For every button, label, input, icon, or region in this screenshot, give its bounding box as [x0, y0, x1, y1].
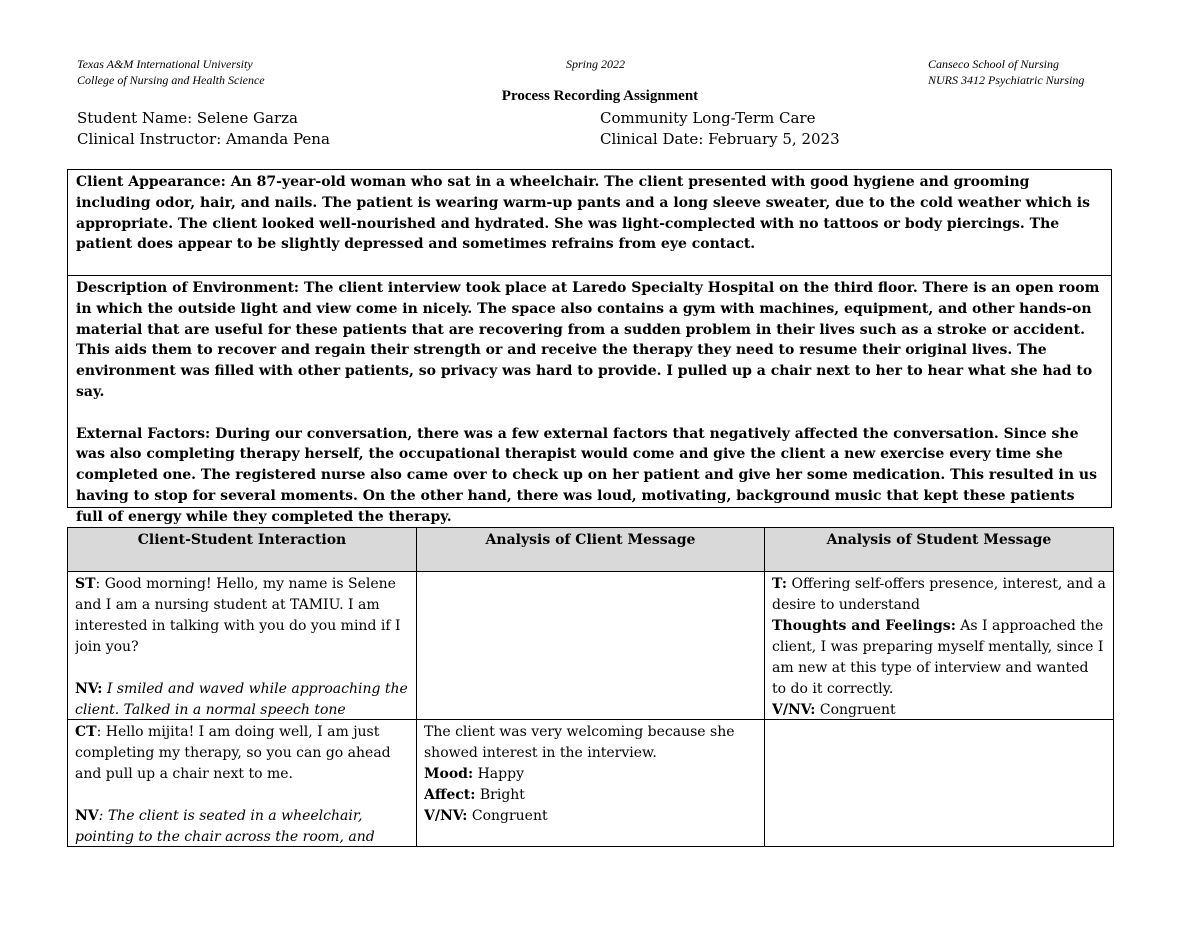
clinical-info	[600, 108, 840, 150]
vnv-text: Congruent	[815, 702, 896, 718]
student-name: Student Name: Selene Garza	[77, 109, 298, 127]
col-header-interaction: Client-Student Interaction	[68, 528, 417, 572]
environment-text: Description of Environment: The client interview took place at Laredo Specialty Hospital on the third floor. There is an open room in which the outside light and view come in nicely. The space also contains a gym with machines, equipment, and other hands-on material that are useful for these patients that are recovering from a sudden problem in their lives such as a stroke or accident. This aids them to recover and regain their strength or and receive the therapy they need to resume their original lives. The environment was filled with other patients, so privacy was hard to provide. I pulled up a chair next to her to hear what she had to say.	[76, 280, 1100, 400]
nv-text: I smiled and waved while approaching the client. Talked in a normal speech tone	[75, 681, 408, 718]
header-center	[566, 56, 625, 72]
affect-label: Affect:	[424, 787, 476, 803]
clinical-setting: Community Long-Term Care	[600, 109, 816, 127]
vnv-label: V/NV:	[772, 702, 816, 718]
clinical-instructor: Clinical Instructor: Amanda Pena	[77, 130, 330, 148]
mood-text: Happy	[473, 766, 524, 782]
school-name: Canseco School of Nursing	[928, 57, 1059, 71]
ct-text: : Hello mijita! I am doing well, I am just completing my therapy, so you can go ahead and pull up a chair next to me.	[75, 724, 391, 782]
technique-label: T:	[772, 576, 788, 592]
st-text: : Good morning! Hello, my name is Selene and I am a nursing student at TAMIU. I am interested in talking with you do you mind if I join you?	[75, 576, 401, 655]
external-factors-text: External Factors: During our conversation, there was a few external factors that negatively affected the conversation. Since she was also completing therapy herself, the occupational therapist would come and give the client a new exercise every time she completed one. The registered nurse also came over to check up on her patient and give her some medication. This resulted in us having to stop for several moments. On the other hand, there was loud, motivating, background music that kept these patients full of energy while they completed the therapy.	[76, 425, 1097, 525]
interaction-cell	[68, 720, 417, 847]
clinical-date: Clinical Date: February 5, 2023	[600, 130, 840, 148]
student-analysis-cell	[765, 572, 1114, 720]
table-row	[68, 720, 1114, 847]
mood-label: Mood:	[424, 766, 474, 782]
technique-text: Offering self-offers presence, interest, and a desire to understand	[772, 576, 1106, 613]
col-header-client-analysis: Analysis of Client Message	[417, 528, 765, 572]
ct-label: CT	[75, 724, 97, 740]
affect-text: Bright	[475, 787, 525, 803]
student-analysis-cell	[765, 720, 1114, 847]
process-recording-table	[67, 527, 1114, 847]
nv-text: : The client is seated in a wheelchair, pointing to the chair across the room, and	[75, 808, 375, 845]
client-analysis-text: The client was very welcoming because she showed interest in the interview.	[424, 724, 735, 761]
client-analysis-cell	[417, 572, 765, 720]
header-right	[928, 56, 1084, 88]
table-row	[68, 572, 1114, 720]
client-appearance-box	[67, 169, 1112, 276]
col-header-student-analysis: Analysis of Student Message	[765, 528, 1114, 572]
document-title: Process Recording Assignment	[501, 88, 699, 104]
student-info	[77, 108, 330, 150]
course-name: NURS 3412 Psychiatric Nursing	[928, 73, 1085, 87]
university-name: Texas A&M International University	[77, 57, 253, 71]
table-header-row	[68, 528, 1114, 572]
vnv-label: V/NV:	[424, 808, 468, 824]
environment-box	[67, 275, 1112, 525]
st-label: ST	[75, 576, 96, 592]
interaction-cell	[68, 572, 417, 720]
header-left	[77, 56, 265, 88]
thoughts-text: As I approached the client, I was preparing myself mentally, since I am new at this type of interview and wanted to do it correctly.	[772, 618, 1104, 697]
nv-label: NV:	[75, 681, 103, 697]
client-appearance-text: Client Appearance: An 87-year-old woman who sat in a wheelchair. The client presented with good hygiene and grooming including odor, hair, and nails. The patient is wearing warm-up pants and a long sleeve sweater, due to the cold weather which is appropriate. The client looked well-nourished and hydrated. She was light-complected with no tattoos or body piercings. The patient does appear to be slightly depressed and sometimes refrains from eye contact.	[76, 174, 1090, 253]
thoughts-label: Thoughts and Feelings:	[772, 618, 956, 634]
nv-label: NV	[75, 808, 99, 824]
client-analysis-cell	[417, 720, 765, 847]
semester: Spring 2022	[566, 57, 626, 71]
college-name: College of Nursing and Health Science	[77, 73, 265, 87]
vnv-text: Congruent	[467, 808, 548, 824]
